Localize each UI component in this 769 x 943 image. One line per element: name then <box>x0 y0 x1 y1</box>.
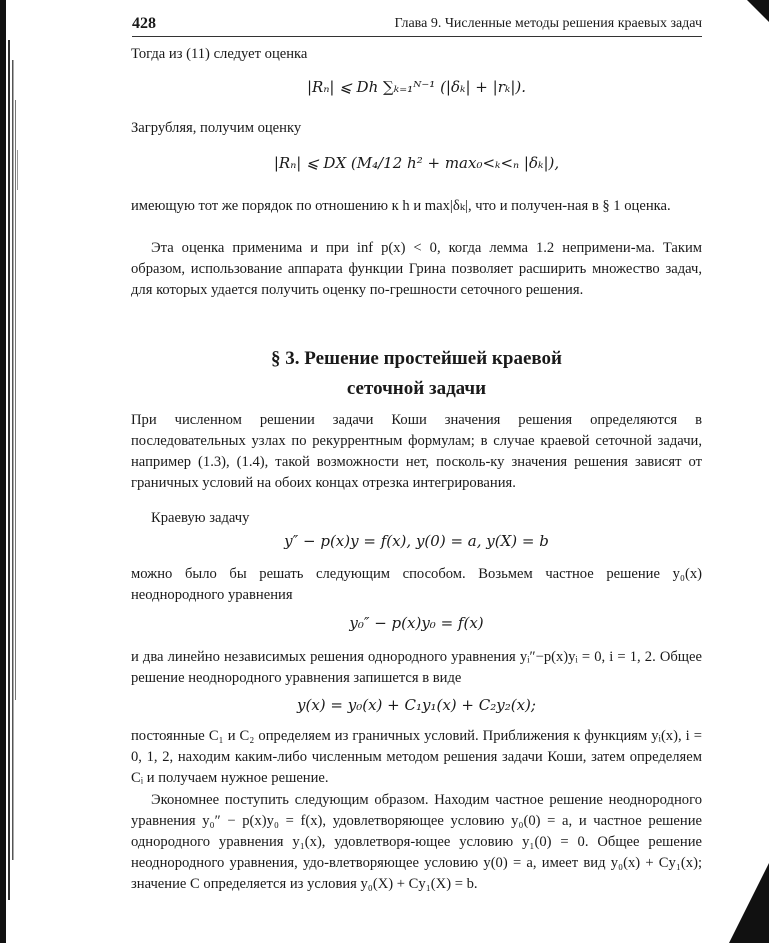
paragraph: имеющую тот же порядок по отношению к h и max|δₖ|, что и получен-ная в § 1 оценка. <box>131 198 671 214</box>
formula: y(x) = y₀(x) + C₁y₁(x) + C₂y₂(x); <box>297 696 536 714</box>
running-header <box>132 14 702 37</box>
formula: |Rₙ| ⩽ Dh ∑ₖ₌₁ᴺ⁻¹ (|δₖ| + |rₖ|). <box>306 78 527 96</box>
formula: y₀″ − p(x)y₀ = f(x) <box>349 614 484 632</box>
paragraph: и два линейно независимых решения однородного уравнения yᵢ″−p(x)yᵢ = 0, i = 1, 2. Общее решение неоднородного уравнения запишется в виде <box>131 649 702 686</box>
formula: y″ − p(x)y = f(x), y(0) = a, y(X) = b <box>284 532 549 550</box>
paragraph: Загрубляя, получим оценку <box>131 120 302 136</box>
paragraph: постоянные C₁ и C₂ определяем из граничных условий. Приближения к функциям yᵢ(x), i = 0, 1, 2, находим каким-либо численным методом решения задачи Коши, затем определяем Cᵢ и получаем нужное решение. <box>131 728 702 786</box>
paragraph: можно было бы решать следующим способом. Возьмем частное решение y₀(x) неоднородного уравнения <box>131 566 702 603</box>
scan-corner-artifact <box>729 863 769 943</box>
scan-edge-artifact <box>0 0 20 943</box>
scan-corner-artifact <box>747 0 769 22</box>
page-number: 428 <box>132 15 156 32</box>
paragraph: Экономнее поступить следующим образом. Находим частное решение неоднородного уравнения y₀″ − p(x)y₀ = f(x), удовлетворяющее условию y₀(0) = a, и частное решение однородного уравнения y₁(x), удовлетворя-ющее условию y₁(0) = 0. Общее решение неоднородного уравнения, удо-влетворяющее условию y(0) = a, имеет вид y₀(x) + Cy₁(x); значение C определяется из условия y₀(X) + Cy₁(X) = b. <box>131 792 702 892</box>
section-heading-line2: сеточной задачи <box>346 378 487 399</box>
paragraph: Краевую задачу <box>151 510 250 526</box>
formula: |Rₙ| ⩽ DX (M₄/12 h² + max₀<ₖ<ₙ |δₖ|), <box>273 154 560 172</box>
paragraph: Эта оценка применима и при inf p(x) < 0, когда лемма 1.2 непримени-ма. Таким образом, использование аппарата функции Грина позволяет расширить множество задач, для которых удается получить оценку по-грешности сеточного решения. <box>131 240 702 298</box>
paragraph: Тогда из (11) следует оценка <box>131 46 308 62</box>
paragraph: При численном решении задачи Коши значения решения определяются в последовательных узлах по рекуррентным формулам; в случае краевой сеточной задачи, например (1.3), (1.4), такой возможности нет, посколь-ку значения решения зависят от граничных условий на обоих концах отрезка интегрирования. <box>131 412 702 491</box>
section-heading-line1: § 3. Решение простейшей краевой <box>271 348 562 369</box>
running-title: Глава 9. Численные методы решения краевых задач <box>394 16 702 31</box>
